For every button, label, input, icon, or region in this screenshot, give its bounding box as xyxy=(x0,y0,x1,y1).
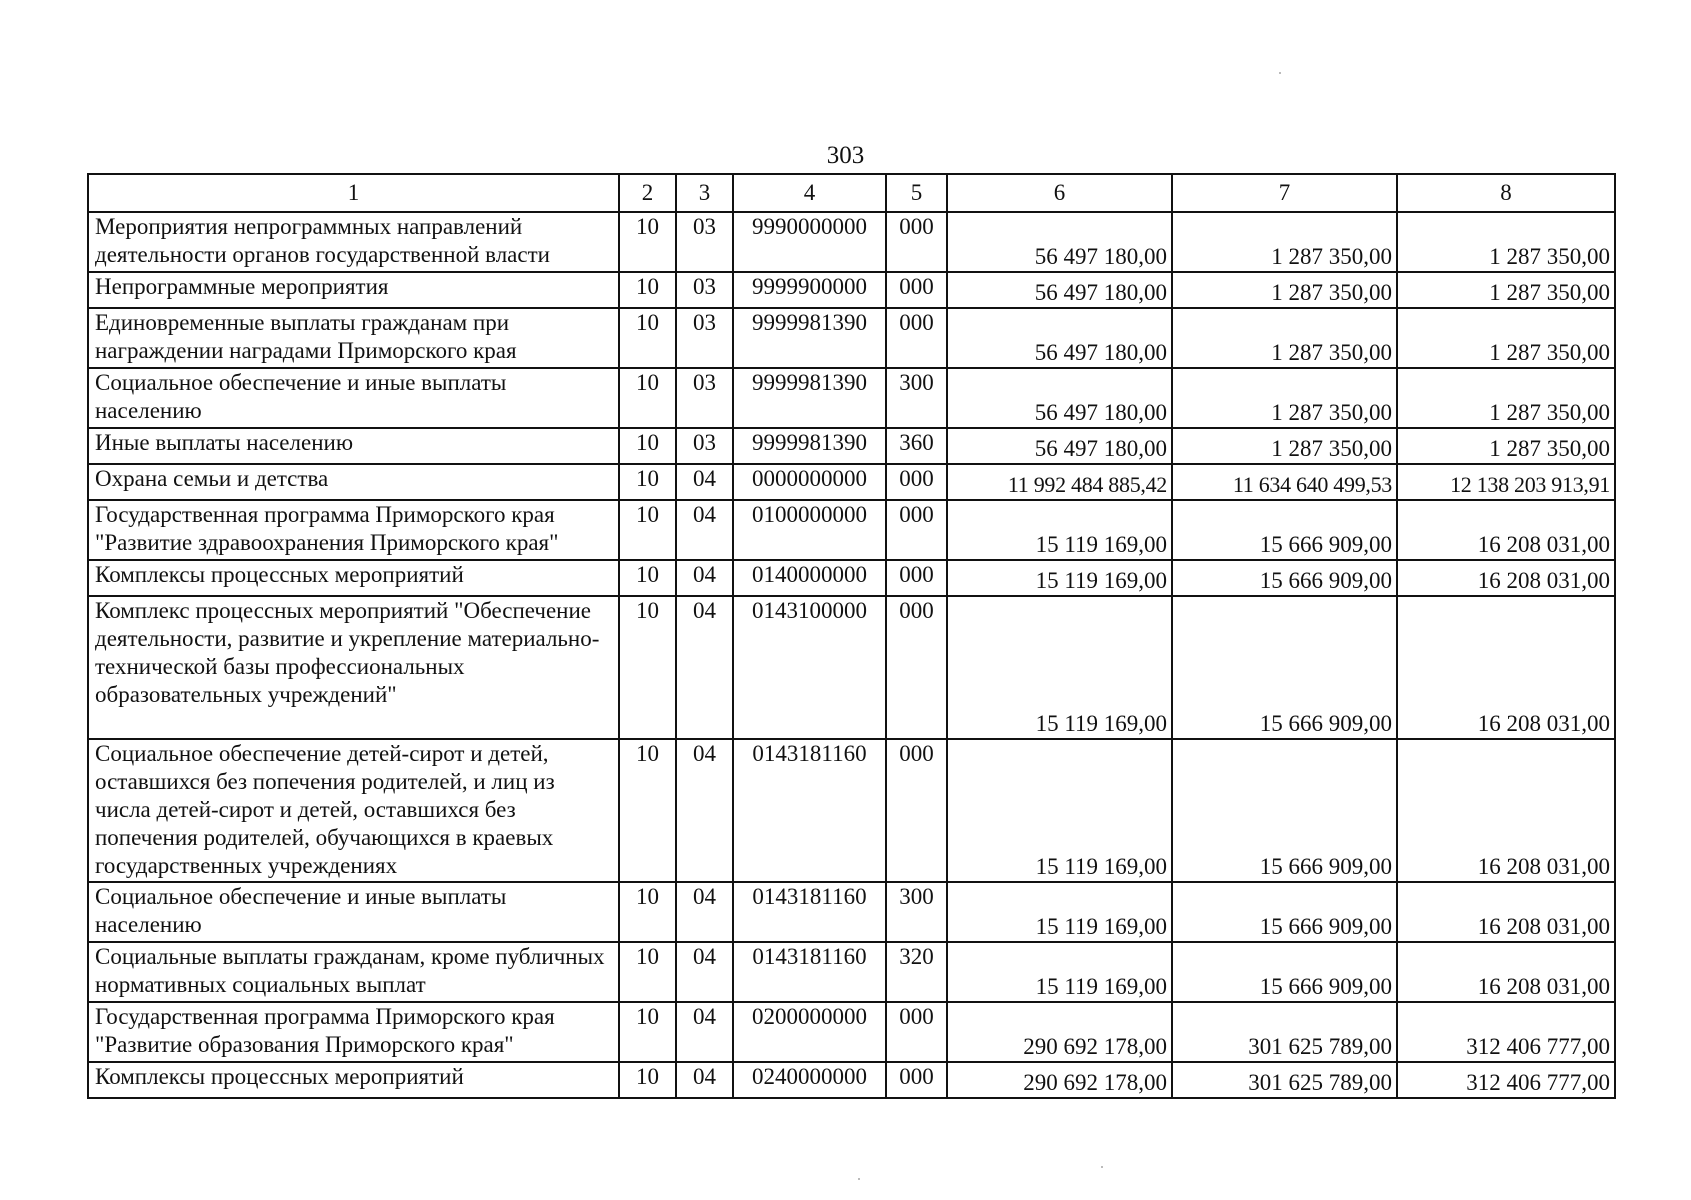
amount-year-1: 15 119 169,00 xyxy=(947,942,1172,1002)
expense-type-code: 000 xyxy=(886,212,947,272)
expense-type-code: 000 xyxy=(886,272,947,308)
amount-year-2: 1 287 350,00 xyxy=(1172,308,1397,368)
amount-year-3: 312 406 777,00 xyxy=(1397,1002,1615,1062)
amount-year-2: 301 625 789,00 xyxy=(1172,1002,1397,1062)
expense-type-code: 000 xyxy=(886,464,947,500)
subsection-code: 04 xyxy=(676,882,733,942)
amount-year-1: 11 992 484 885,42 xyxy=(947,464,1172,500)
amount-year-3: 1 287 350,00 xyxy=(1397,308,1615,368)
expense-type-code: 360 xyxy=(886,428,947,464)
amount-year-2: 15 666 909,00 xyxy=(1172,500,1397,560)
row-name: Социальное обеспечение и иные выплаты населению xyxy=(88,368,619,428)
amount-year-2: 15 666 909,00 xyxy=(1172,739,1397,882)
amount-year-2: 15 666 909,00 xyxy=(1172,942,1397,1002)
table-row xyxy=(88,942,1615,1002)
section-code: 10 xyxy=(619,942,676,1002)
section-code: 10 xyxy=(619,308,676,368)
amount-year-1: 56 497 180,00 xyxy=(947,428,1172,464)
table-row xyxy=(88,272,1615,308)
expense-type-code: 300 xyxy=(886,882,947,942)
target-article-code: 0143181160 xyxy=(733,882,886,942)
target-article-code: 0000000000 xyxy=(733,464,886,500)
amount-year-3: 16 208 031,00 xyxy=(1397,882,1615,942)
table-row xyxy=(88,596,1615,739)
column-header: 6 xyxy=(947,174,1172,212)
scan-artifact xyxy=(1279,72,1281,74)
amount-year-1: 15 119 169,00 xyxy=(947,500,1172,560)
amount-year-1: 290 692 178,00 xyxy=(947,1062,1172,1098)
amount-year-2: 1 287 350,00 xyxy=(1172,272,1397,308)
amount-year-2: 1 287 350,00 xyxy=(1172,428,1397,464)
target-article-code: 9990000000 xyxy=(733,212,886,272)
budget-table xyxy=(87,173,1616,1099)
amount-year-1: 56 497 180,00 xyxy=(947,272,1172,308)
subsection-code: 04 xyxy=(676,739,733,882)
subsection-code: 03 xyxy=(676,272,733,308)
amount-year-3: 16 208 031,00 xyxy=(1397,942,1615,1002)
table-row xyxy=(88,739,1615,882)
target-article-code: 0143181160 xyxy=(733,942,886,1002)
subsection-code: 04 xyxy=(676,464,733,500)
amount-year-1: 56 497 180,00 xyxy=(947,368,1172,428)
amount-year-1: 56 497 180,00 xyxy=(947,212,1172,272)
expense-type-code: 000 xyxy=(886,596,947,739)
row-name: Государственная программа Приморского края "Развитие образования Приморского края" xyxy=(88,1002,619,1062)
column-header: 8 xyxy=(1397,174,1615,212)
table-row xyxy=(88,1002,1615,1062)
section-code: 10 xyxy=(619,596,676,739)
expense-type-code: 000 xyxy=(886,1062,947,1098)
section-code: 10 xyxy=(619,500,676,560)
expense-type-code: 000 xyxy=(886,739,947,882)
target-article-code: 9999981390 xyxy=(733,428,886,464)
section-code: 10 xyxy=(619,882,676,942)
section-code: 10 xyxy=(619,464,676,500)
header-row xyxy=(88,174,1615,212)
column-header: 2 xyxy=(619,174,676,212)
row-name: Мероприятия непрограммных направлений деятельности органов государственной власти xyxy=(88,212,619,272)
row-name: Комплексы процессных мероприятий xyxy=(88,560,619,596)
column-header: 7 xyxy=(1172,174,1397,212)
amount-year-3: 1 287 350,00 xyxy=(1397,212,1615,272)
table-row xyxy=(88,368,1615,428)
amount-year-3: 1 287 350,00 xyxy=(1397,272,1615,308)
table-row xyxy=(88,308,1615,368)
section-code: 10 xyxy=(619,560,676,596)
amount-year-1: 15 119 169,00 xyxy=(947,560,1172,596)
section-code: 10 xyxy=(619,368,676,428)
amount-year-1: 290 692 178,00 xyxy=(947,1002,1172,1062)
expense-type-code: 000 xyxy=(886,308,947,368)
subsection-code: 04 xyxy=(676,942,733,1002)
target-article-code: 0200000000 xyxy=(733,1002,886,1062)
expense-type-code: 000 xyxy=(886,1002,947,1062)
table-row xyxy=(88,428,1615,464)
column-header: 3 xyxy=(676,174,733,212)
amount-year-3: 16 208 031,00 xyxy=(1397,500,1615,560)
expense-type-code: 000 xyxy=(886,560,947,596)
target-article-code: 0143100000 xyxy=(733,596,886,739)
page-number: 303 xyxy=(826,142,865,169)
amount-year-2: 11 634 640 499,53 xyxy=(1172,464,1397,500)
section-code: 10 xyxy=(619,428,676,464)
target-article-code: 0143181160 xyxy=(733,739,886,882)
amount-year-3: 16 208 031,00 xyxy=(1397,560,1615,596)
amount-year-2: 15 666 909,00 xyxy=(1172,596,1397,739)
subsection-code: 04 xyxy=(676,1002,733,1062)
subsection-code: 03 xyxy=(676,368,733,428)
column-header: 1 xyxy=(88,174,619,212)
column-header: 4 xyxy=(733,174,886,212)
amount-year-3: 1 287 350,00 xyxy=(1397,368,1615,428)
target-article-code: 0140000000 xyxy=(733,560,886,596)
amount-year-1: 15 119 169,00 xyxy=(947,596,1172,739)
amount-year-2: 1 287 350,00 xyxy=(1172,212,1397,272)
column-header: 5 xyxy=(886,174,947,212)
row-name: Охрана семьи и детства xyxy=(88,464,619,500)
subsection-code: 03 xyxy=(676,212,733,272)
subsection-code: 03 xyxy=(676,428,733,464)
expense-type-code: 320 xyxy=(886,942,947,1002)
expense-type-code: 000 xyxy=(886,500,947,560)
amount-year-1: 56 497 180,00 xyxy=(947,308,1172,368)
section-code: 10 xyxy=(619,272,676,308)
target-article-code: 9999981390 xyxy=(733,368,886,428)
table-body xyxy=(88,212,1615,1098)
table-row xyxy=(88,560,1615,596)
section-code: 10 xyxy=(619,739,676,882)
amount-year-3: 16 208 031,00 xyxy=(1397,596,1615,739)
target-article-code: 9999900000 xyxy=(733,272,886,308)
amount-year-3: 12 138 203 913,91 xyxy=(1397,464,1615,500)
amount-year-3: 312 406 777,00 xyxy=(1397,1062,1615,1098)
row-name: Единовременные выплаты гражданам при награждении наградами Приморского края xyxy=(88,308,619,368)
row-name: Социальное обеспечение детей-сирот и детей, оставшихся без попечения родителей, и лиц из числа детей-сирот и детей, оставшихся без попечения родителей, обучающихся в краевых государственных учреждениях xyxy=(88,739,619,882)
row-name: Непрограммные мероприятия xyxy=(88,272,619,308)
amount-year-2: 1 287 350,00 xyxy=(1172,368,1397,428)
row-name: Комплексы процессных мероприятий xyxy=(88,1062,619,1098)
amount-year-3: 1 287 350,00 xyxy=(1397,428,1615,464)
table-row xyxy=(88,500,1615,560)
amount-year-2: 301 625 789,00 xyxy=(1172,1062,1397,1098)
amount-year-3: 16 208 031,00 xyxy=(1397,739,1615,882)
scan-artifact xyxy=(1101,1166,1103,1168)
row-name: Социальные выплаты гражданам, кроме публичных нормативных социальных выплат xyxy=(88,942,619,1002)
section-code: 10 xyxy=(619,212,676,272)
subsection-code: 04 xyxy=(676,1062,733,1098)
table-row xyxy=(88,212,1615,272)
table-row xyxy=(88,464,1615,500)
subsection-code: 04 xyxy=(676,500,733,560)
row-name: Комплекс процессных мероприятий "Обеспечение деятельности, развитие и укрепление материально-технической базы профессиональных образовательных учреждений" xyxy=(88,596,619,739)
expense-type-code: 300 xyxy=(886,368,947,428)
amount-year-1: 15 119 169,00 xyxy=(947,882,1172,942)
row-name: Государственная программа Приморского края "Развитие здравоохранения Приморского края" xyxy=(88,500,619,560)
section-code: 10 xyxy=(619,1062,676,1098)
row-name: Иные выплаты населению xyxy=(88,428,619,464)
amount-year-2: 15 666 909,00 xyxy=(1172,882,1397,942)
row-name: Социальное обеспечение и иные выплаты населению xyxy=(88,882,619,942)
subsection-code: 04 xyxy=(676,596,733,739)
table-row xyxy=(88,882,1615,942)
amount-year-1: 15 119 169,00 xyxy=(947,739,1172,882)
subsection-code: 03 xyxy=(676,308,733,368)
target-article-code: 0240000000 xyxy=(733,1062,886,1098)
section-code: 10 xyxy=(619,1002,676,1062)
table-row xyxy=(88,1062,1615,1098)
target-article-code: 0100000000 xyxy=(733,500,886,560)
subsection-code: 04 xyxy=(676,560,733,596)
scan-artifact xyxy=(858,1178,860,1180)
amount-year-2: 15 666 909,00 xyxy=(1172,560,1397,596)
target-article-code: 9999981390 xyxy=(733,308,886,368)
